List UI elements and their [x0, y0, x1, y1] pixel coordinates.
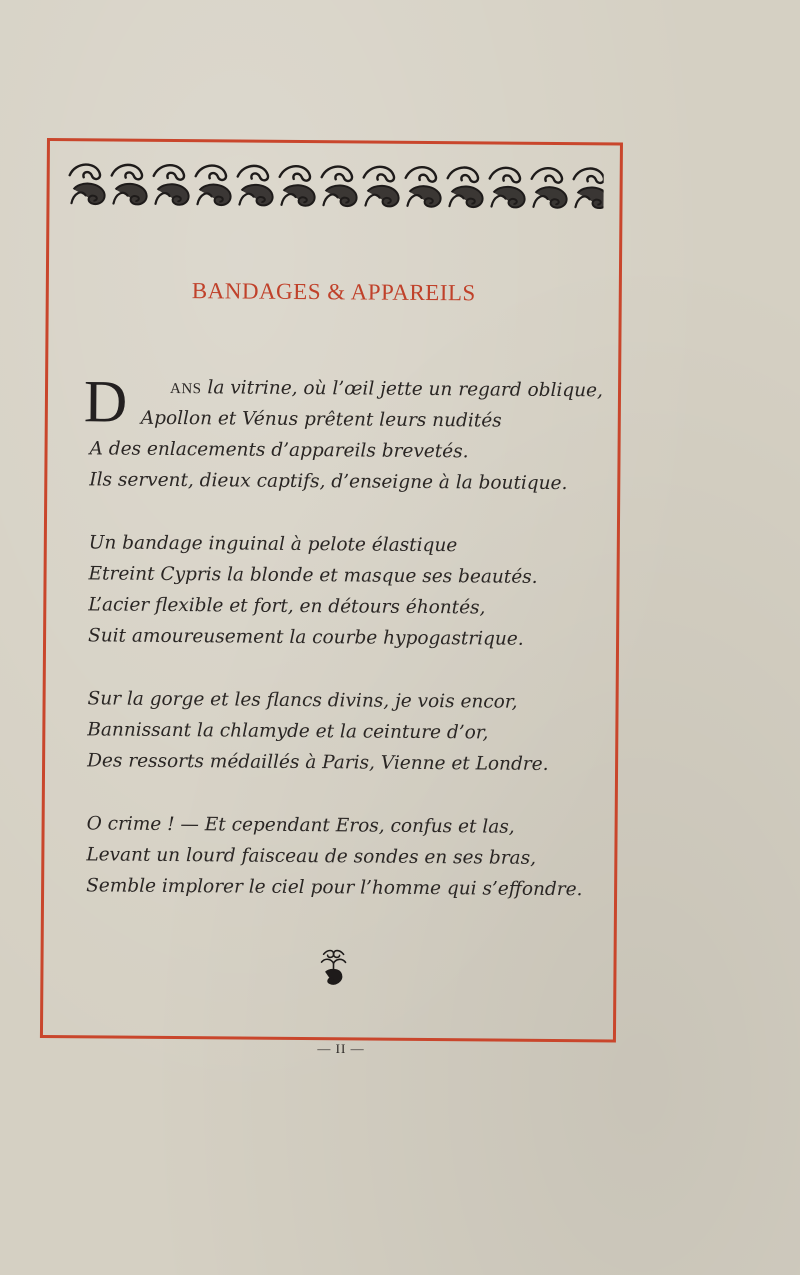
poem-line: Un bandage inguinal à pelote élastique: [88, 532, 458, 557]
poem-line: Suit amoureusement la courbe hypogastrique.: [88, 625, 524, 650]
poem-title: BANDAGES & APPAREILS: [191, 278, 476, 306]
page-number: — II —: [317, 1041, 365, 1056]
poem-line: Sur la gorge et les flancs divins, je vois encor,: [87, 688, 518, 713]
poem-line: A des enlacements d’appareils brevetés.: [89, 438, 469, 463]
red-border-frame: [40, 138, 623, 1042]
poem-line: Etreint Cypris la blonde et masque ses beautés.: [88, 563, 538, 588]
scroll-frieze-ornament: [65, 159, 603, 213]
poem-line: Bannissant la chlamyde et la ceinture d’or,: [87, 719, 489, 744]
poem-line: O crime ! — Et cependant Eros, confus et las,: [86, 813, 515, 838]
drop-cap: D: [83, 368, 128, 435]
poem-line: Des ressorts médaillés à Paris, Vienne et Londre.: [87, 750, 549, 775]
poem-line: [90, 371, 610, 406]
poem-line: L’acier flexible et fort, en détours éhontés,: [88, 594, 486, 619]
poem-line: Levant un lourd faisceau de sondes en ses bras,: [86, 844, 537, 869]
poem-body: [83, 368, 610, 905]
poem-line: Apollon et Vénus prêtent leurs nudités: [140, 407, 502, 432]
poem-line: Ils servent, dieux captifs, d’enseigne à la boutique.: [89, 469, 568, 495]
fleuron-ornament: [315, 948, 351, 988]
first-line-rest: la vitrine, où l’œil jette un regard oblique,: [201, 377, 603, 402]
poem-line: Semble implorer le ciel pour l’homme qui s’effondre.: [86, 875, 583, 901]
first-word-smallcaps: ANS: [169, 380, 202, 398]
